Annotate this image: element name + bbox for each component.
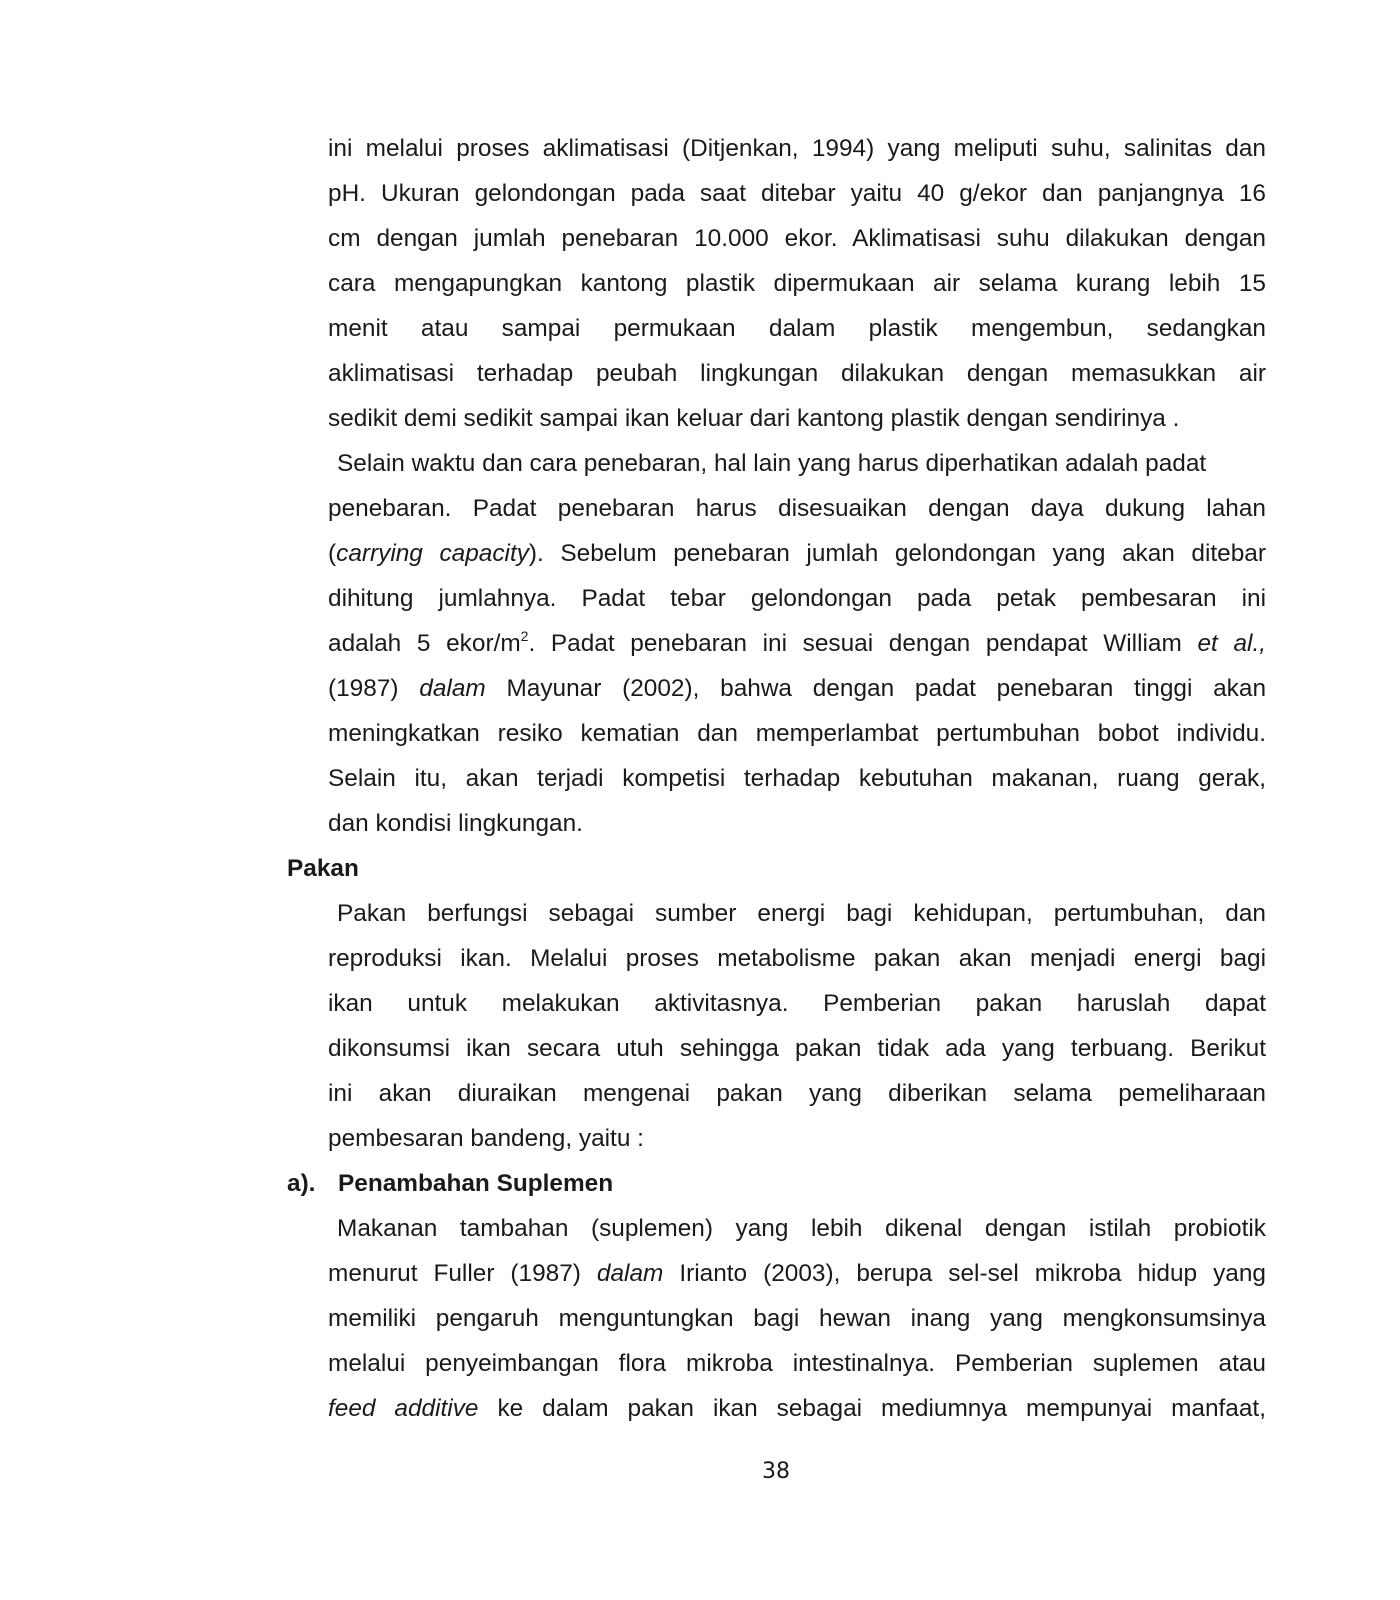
text-fragment: (1987) bbox=[328, 675, 420, 702]
text-line: Pakan berfungsi sebagai sumber energi bagi kehidupan, pertumbuhan, dan bbox=[337, 900, 1266, 927]
text-line: ini akan diuraikan mengenai pakan yang diberikan selama pemeliharaan bbox=[328, 1080, 1266, 1107]
text-line bbox=[328, 1386, 1266, 1431]
paragraph-suplemen bbox=[328, 1206, 1266, 1431]
text-line: pH. Ukuran gelondongan pada saat ditebar yaitu 40 g/ekor dan panjangnya 16 bbox=[328, 180, 1266, 207]
text-fragment: ke dalam pakan ikan sebagai mediumnya mempunyai manfaat, bbox=[478, 1395, 1266, 1422]
text-fragment: Mayunar (2002), bahwa dengan padat penebaran tinggi akan bbox=[485, 675, 1267, 702]
text-line bbox=[328, 1251, 1266, 1296]
text-line bbox=[328, 621, 1266, 666]
text-line: melalui penyeimbangan flora mikroba intestinalnya. Pemberian suplemen atau bbox=[328, 1350, 1266, 1377]
text-fragment: Irianto (2003), berupa sel-sel mikroba hidup yang bbox=[663, 1260, 1266, 1287]
italic-term: dalam bbox=[419, 675, 486, 702]
text-fragment: . Padat penebaran ini sesuai dengan pendapat William bbox=[528, 630, 1198, 657]
text-line: pembesaran bandeng, yaitu : bbox=[328, 1125, 644, 1152]
paragraph-padat-penebaran bbox=[328, 441, 1266, 846]
italic-term: carrying capacity bbox=[336, 540, 529, 567]
text-line: cm dengan jumlah penebaran 10.000 ekor. Aklimatisasi suhu dilakukan dengan bbox=[328, 225, 1266, 252]
text-line: aklimatisasi terhadap peubah lingkungan dilakukan dengan memasukkan air bbox=[328, 360, 1266, 387]
paragraph-aklimatisasi bbox=[328, 126, 1266, 441]
text-line: memiliki pengaruh menguntungkan bagi hewan inang yang mengkonsumsinya bbox=[328, 1305, 1266, 1332]
italic-term: feed additive bbox=[328, 1395, 479, 1422]
subsection-title: Penambahan Suplemen bbox=[338, 1170, 614, 1197]
text-line: penebaran. Padat penebaran harus disesuaikan dengan daya dukung lahan bbox=[328, 495, 1266, 522]
paragraph-pakan bbox=[328, 891, 1266, 1161]
subsection-heading-suplemen bbox=[287, 1161, 613, 1206]
italic-term: et al., bbox=[1197, 630, 1267, 657]
text-line: sedikit demi sedikit sampai ikan keluar dari kantong plastik dengan sendirinya . bbox=[328, 405, 1180, 432]
text-line: dikonsumsi ikan secara utuh sehingga pakan tidak ada yang terbuang. Berikut bbox=[328, 1035, 1266, 1062]
text-fragment: ). Sebelum penebaran jumlah gelondongan yang akan ditebar bbox=[528, 540, 1266, 567]
page-number: 38 bbox=[762, 1459, 790, 1484]
text-line: ini melalui proses aklimatisasi (Ditjenkan, 1994) yang meliputi suhu, salinitas dan bbox=[328, 135, 1266, 162]
text-line: meningkatkan resiko kematian dan memperlambat pertumbuhan bobot individu. bbox=[328, 720, 1266, 747]
text-line: reproduksi ikan. Melalui proses metabolisme pakan akan menjadi energi bagi bbox=[328, 945, 1266, 972]
text-line: cara mengapungkan kantong plastik dipermukaan air selama kurang lebih 15 bbox=[328, 270, 1266, 297]
text-fragment: ( bbox=[328, 540, 337, 567]
text-line bbox=[328, 531, 1266, 576]
text-line: ikan untuk melakukan aktivitasnya. Pemberian pakan haruslah dapat bbox=[328, 990, 1266, 1017]
superscript: 2 bbox=[520, 628, 529, 644]
subsection-number: a). bbox=[287, 1170, 316, 1197]
text-line: dan kondisi lingkungan. bbox=[328, 810, 583, 837]
section-heading-pakan: Pakan bbox=[287, 855, 359, 882]
text-line: menit atau sampai permukaan dalam plastik mengembun, sedangkan bbox=[328, 315, 1266, 342]
text-line bbox=[328, 666, 1266, 711]
text-fragment: menurut Fuller (1987) bbox=[328, 1260, 597, 1287]
text-line: Makanan tambahan (suplemen) yang lebih dikenal dengan istilah probiotik bbox=[337, 1215, 1266, 1242]
text-line: Selain itu, akan terjadi kompetisi terhadap kebutuhan makanan, ruang gerak, bbox=[328, 765, 1266, 792]
text-line: dihitung jumlahnya. Padat tebar gelondongan pada petak pembesaran ini bbox=[328, 585, 1266, 612]
italic-term: dalam bbox=[596, 1260, 664, 1287]
text-fragment: adalah 5 ekor/m bbox=[328, 630, 521, 657]
text-line: Selain waktu dan cara penebaran, hal lain yang harus diperhatikan adalah padat bbox=[337, 450, 1207, 477]
